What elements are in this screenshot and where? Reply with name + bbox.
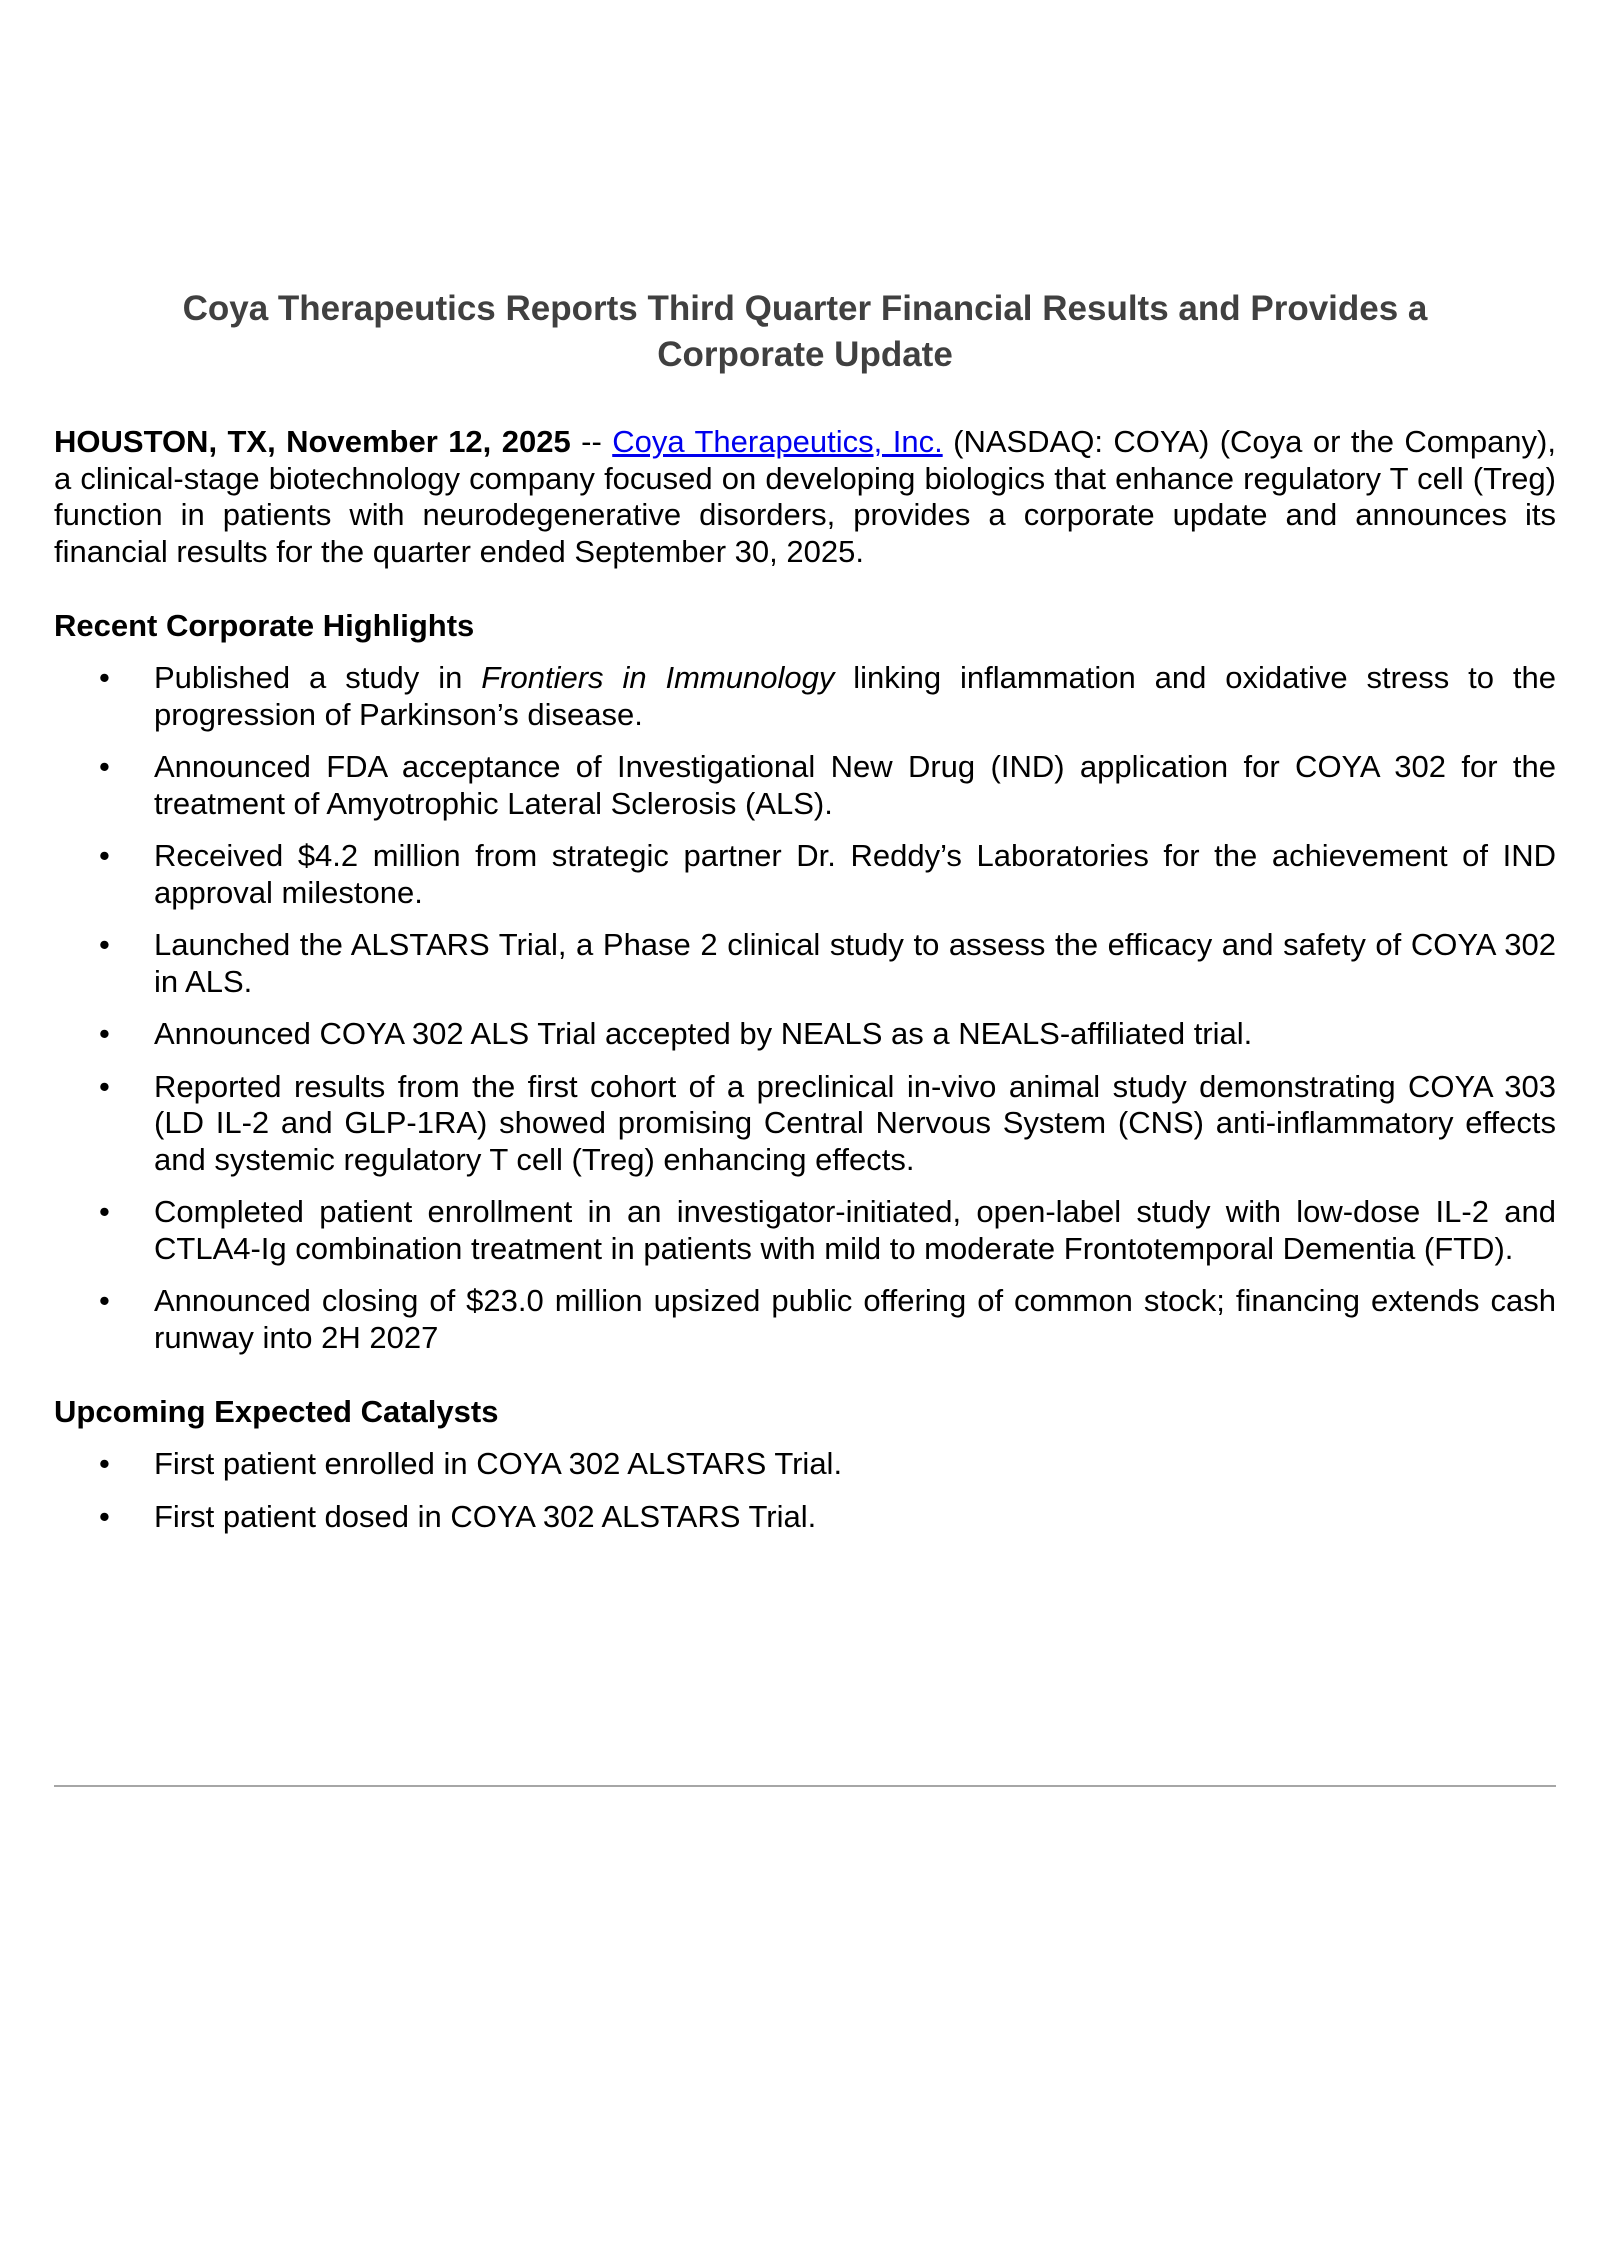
page-title	[54, 286, 1556, 378]
highlights-list	[54, 660, 1556, 1356]
highlight-item: • Announced FDA acceptance of Investigational New Drug (IND) application for COYA 302 for the treatment of Amyotrophic Lateral Sclerosis (ALS).	[99, 749, 1556, 821]
page-title-line-2: Corporate Update	[657, 335, 953, 374]
highlight-item: • Published a study in Frontiers in Immunology linking inflammation and oxidative stress to the progression of Parkinson’s disease.	[99, 660, 1556, 732]
highlight-item: • Announced COYA 302 ALS Trial accepted by NEALS as a NEALS-affiliated trial.	[99, 1016, 1253, 1051]
intro-body: (NASDAQ: COYA) (Coya or the Company), a clinical-stage biotechnology company focused on developing biologics that enhance regulatory T cell (Treg) function in patients with neurodegenerative disorders, provides a corporate update and announces its financial results for the quarter ended September 30, 2025.	[54, 424, 1556, 569]
company-link[interactable]: Coya Therapeutics, Inc.	[612, 424, 943, 459]
highlights-heading: Recent Corporate Highlights	[54, 608, 475, 643]
bullet-icon: •	[99, 1194, 110, 1229]
bullet-icon: •	[99, 927, 110, 962]
highlight-item: • Reported results from the first cohort of a preclinical in-vivo animal study demonstrating COYA 303 (LD IL-2 and GLP-1RA) showed promising Central Nervous System (CNS) anti-inflammatory effects and systemic regulatory T cell (Treg) enhancing effects.	[99, 1068, 1556, 1177]
dateline-separator: --	[570, 424, 613, 459]
bullet-icon: •	[99, 749, 110, 784]
highlight-item: • Completed patient enrollment in an investigator-initiated, open-label study with low-dose IL-2 and CTLA4-Ig combination treatment in patients with mild to moderate Frontotemporal Dementia (FTD).	[99, 1194, 1556, 1266]
intro-paragraph	[54, 424, 1556, 570]
catalyst-item: • First patient enrolled in COYA 302 ALSTARS Trial.	[99, 1446, 843, 1481]
highlight-item: • Announced closing of $23.0 million upsized public offering of common stock; financing extends cash runway into 2H 2027	[99, 1283, 1556, 1355]
catalysts-heading: Upcoming Expected Catalysts	[54, 1394, 499, 1429]
press-release-page	[54, 286, 1556, 1535]
dateline: HOUSTON, TX, November 12, 2025	[54, 424, 571, 459]
catalyst-item: • First patient dosed in COYA 302 ALSTARS Trial.	[99, 1498, 817, 1534]
journal-name: Frontiers in Immunology	[481, 660, 835, 695]
page-title-line-1: Coya Therapeutics Reports Third Quarter Financial Results and Provides a	[182, 289, 1428, 328]
horizontal-rule	[54, 1785, 1556, 1787]
catalysts-list	[54, 1446, 1556, 1535]
bullet-icon: •	[99, 1016, 110, 1051]
bullet-icon: •	[99, 838, 110, 873]
highlight-item: • Launched the ALSTARS Trial, a Phase 2 clinical study to assess the efficacy and safety of COYA 302 in ALS.	[99, 927, 1556, 999]
highlight-item: • Received $4.2 million from strategic partner Dr. Reddy’s Laboratories for the achievement of IND approval milestone.	[99, 838, 1556, 910]
bullet-icon: •	[99, 1068, 110, 1104]
bullet-icon: •	[99, 1498, 110, 1534]
bullet-icon: •	[99, 1446, 110, 1481]
bullet-icon: •	[99, 1283, 110, 1318]
bullet-icon: •	[99, 660, 110, 695]
